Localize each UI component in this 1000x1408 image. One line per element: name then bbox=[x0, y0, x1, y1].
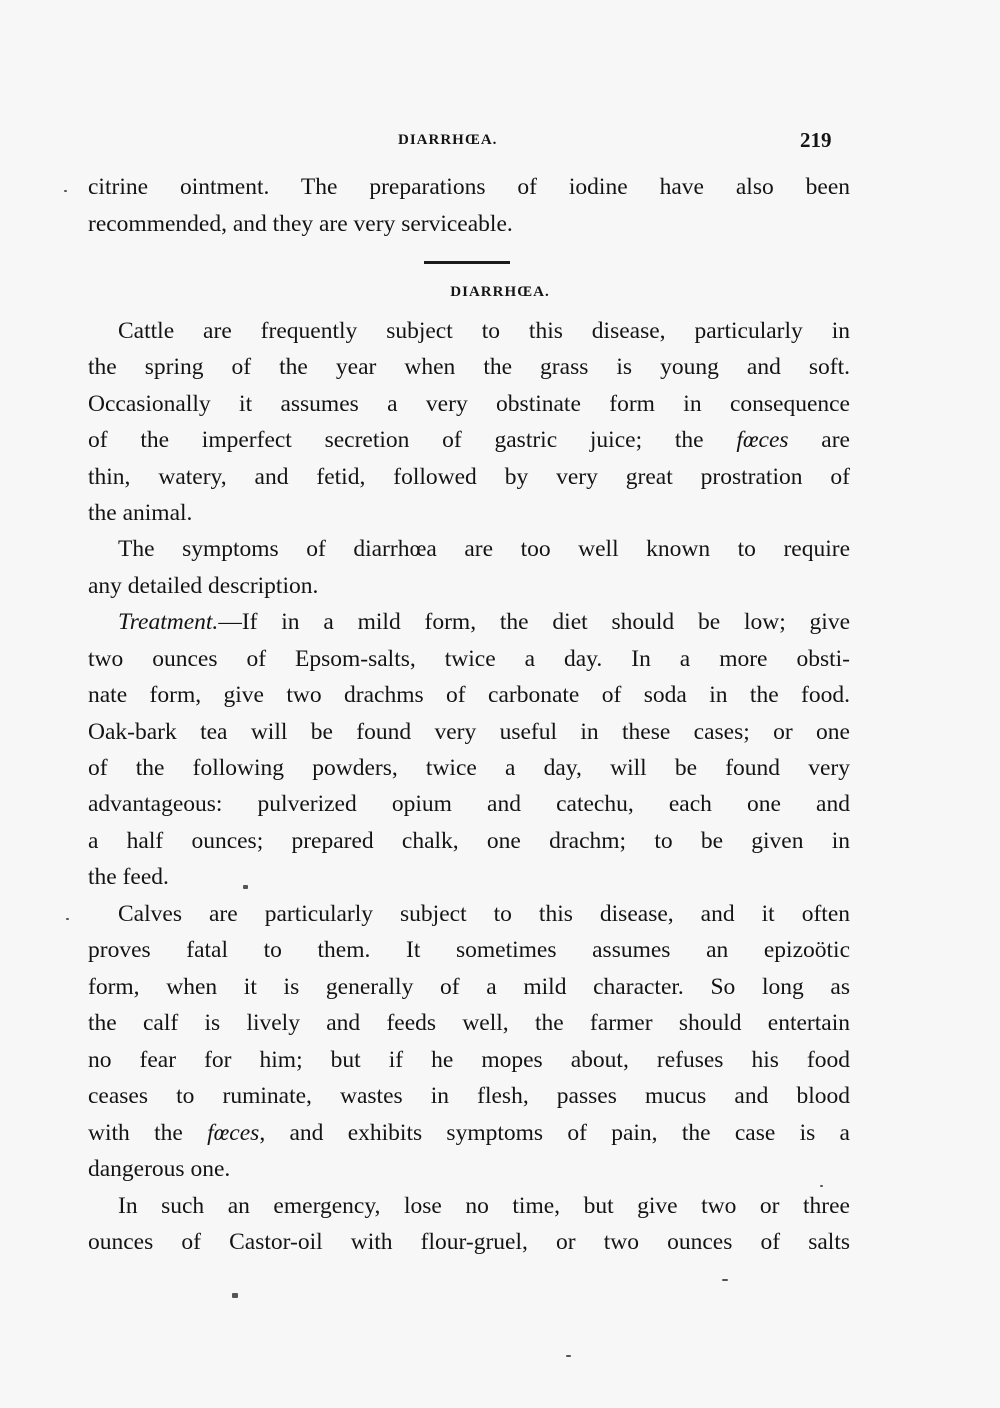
text-line: a half ounces; prepared chalk, one drachm; to be given in bbox=[88, 828, 850, 854]
text-line: ounces of Castor-oil with flour-gruel, or two ounces of salts bbox=[88, 1229, 850, 1255]
scan-speck bbox=[232, 1293, 238, 1298]
text-line: any detailed description. bbox=[88, 573, 319, 599]
section-title: DIARRHŒA. bbox=[450, 284, 550, 300]
page-number: 219 bbox=[800, 128, 832, 152]
text-line: Oak-bark tea will be found very useful in these cases; or one bbox=[88, 719, 850, 745]
text-line: advantageous: pulverized opium and catechu, each one and bbox=[88, 791, 850, 817]
scan-speck bbox=[566, 1355, 571, 1357]
text-line: no fear for him; but if he mopes about, refuses his food bbox=[88, 1047, 850, 1073]
text-line: thin, watery, and fetid, followed by very great prostration of bbox=[88, 464, 850, 490]
text-line: with the fœces, and exhibits symptoms of pain, the case is a bbox=[88, 1120, 850, 1146]
italic-term: fœces bbox=[207, 1120, 260, 1146]
text-line: nate form, give two drachms of carbonate of soda in the food. bbox=[88, 682, 850, 708]
scan-speck bbox=[722, 1279, 728, 1281]
italic-heading: Treatment. bbox=[118, 609, 219, 635]
scan-speck bbox=[64, 190, 67, 192]
text-line: Occasionally it assumes a very obstinate form in consequence bbox=[88, 391, 850, 417]
text-line: citrine ointment. The preparations of iodine have also been bbox=[88, 174, 850, 200]
text-line: Treatment.—If in a mild form, the diet should be low; give bbox=[118, 609, 850, 635]
text-line: ceases to ruminate, wastes in flesh, passes mucus and blood bbox=[88, 1083, 850, 1109]
text-line: two ounces of Epsom-salts, twice a day. In a more obsti- bbox=[88, 646, 850, 672]
text-line: In such an emergency, lose no time, but give two or three bbox=[118, 1193, 850, 1219]
running-head-title: DIARRHŒA. bbox=[398, 132, 498, 148]
text-line: of the imperfect secretion of gastric juice; the fœces are bbox=[88, 427, 850, 453]
text-line: proves fatal to them. It sometimes assumes an epizoötic bbox=[88, 937, 850, 963]
text-line: the calf is lively and feeds well, the farmer should entertain bbox=[88, 1010, 850, 1036]
text-line: Cattle are frequently subject to this disease, particularly in bbox=[118, 318, 850, 344]
running-head bbox=[0, 128, 1000, 158]
section-divider bbox=[424, 261, 510, 264]
text-line: The symptoms of diarrhœa are too well known to require bbox=[118, 536, 850, 562]
text-line: the feed. bbox=[88, 864, 169, 890]
italic-term: fœces bbox=[736, 427, 789, 453]
text-line: of the following powders, twice a day, will be found very bbox=[88, 755, 850, 781]
text-line: recommended, and they are very serviceable. bbox=[88, 211, 513, 237]
scan-speck bbox=[820, 1185, 823, 1187]
text-line: form, when it is generally of a mild character. So long as bbox=[88, 974, 850, 1000]
text-line: the animal. bbox=[88, 500, 193, 526]
text-line: the spring of the year when the grass is young and soft. bbox=[88, 354, 850, 380]
scan-speck bbox=[66, 918, 69, 920]
text-line: dangerous one. bbox=[88, 1156, 231, 1182]
scan-speck bbox=[243, 885, 248, 889]
text-line: Calves are particularly subject to this disease, and it often bbox=[118, 901, 850, 927]
